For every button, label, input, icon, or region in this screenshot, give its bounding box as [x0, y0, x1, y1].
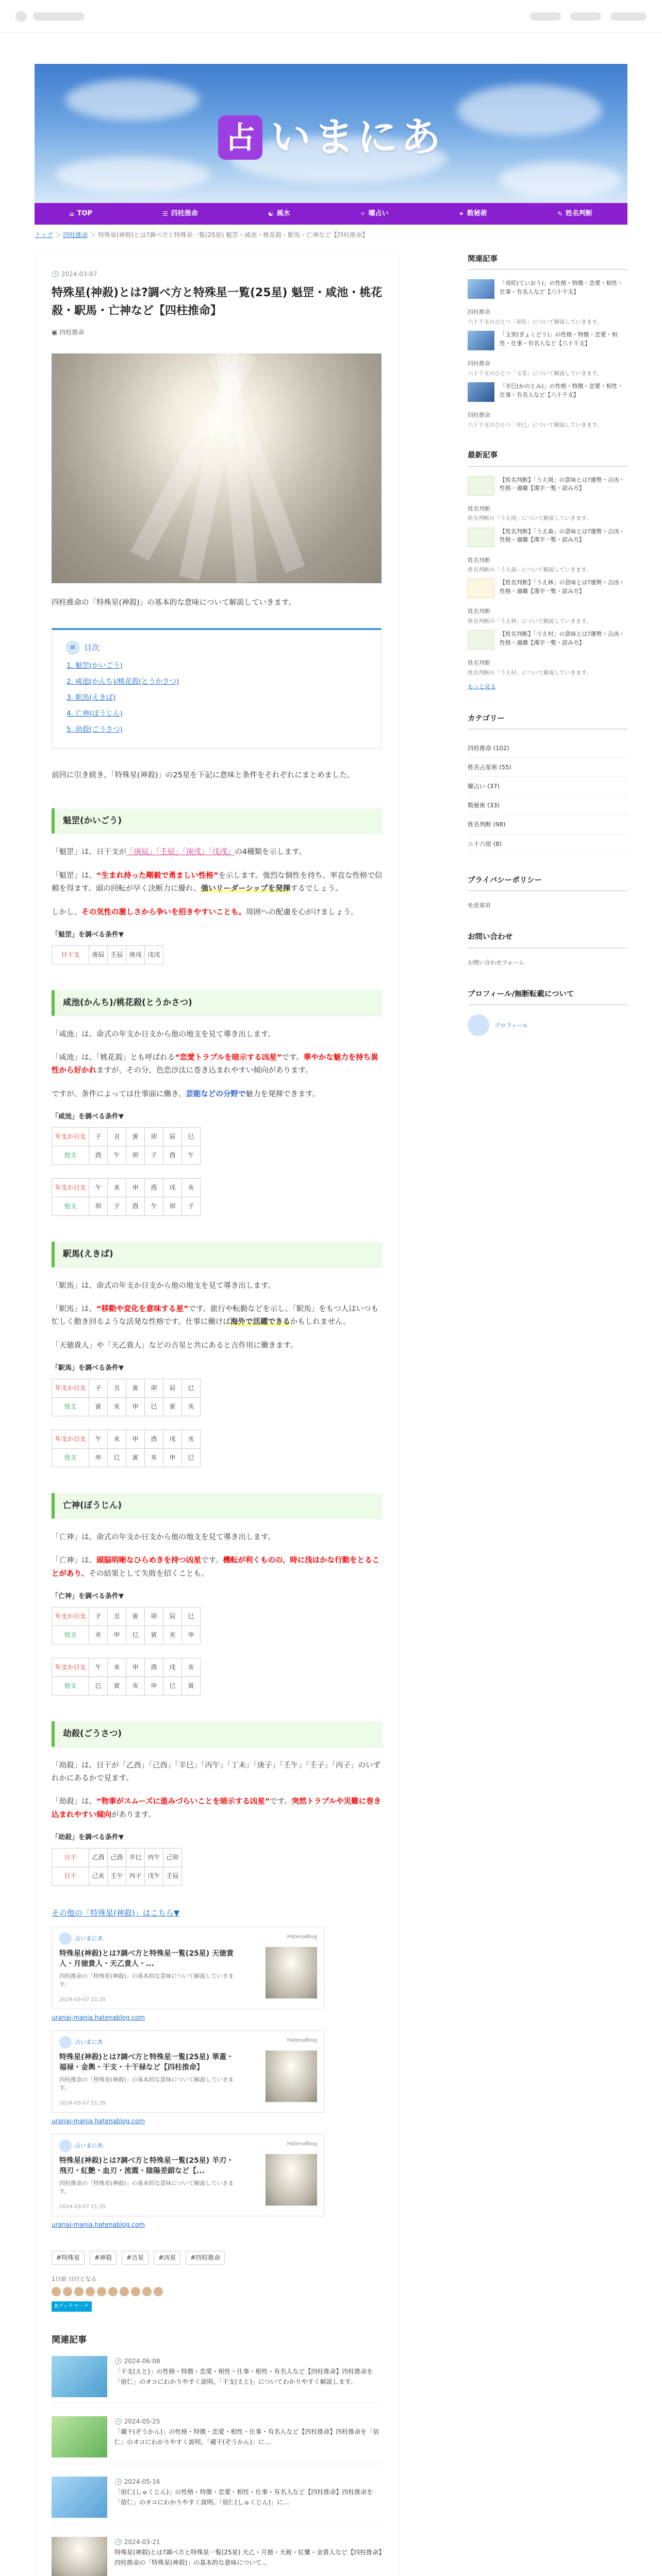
card-source-link[interactable]: uranai-mania.hatenablog.com: [52, 2014, 145, 2022]
sidebar-title: 関連記事: [468, 253, 627, 270]
home-icon: ⌂: [70, 210, 74, 217]
star-avatars: [52, 2287, 383, 2296]
sidebar-item-desc: 姓名判断の「うえ森」について解説していきます。: [468, 566, 592, 573]
card-title: 特殊星(神殺)とは?調べ方と特殊星一覧(25星) 華蓋・福禄・金輿・干支・十干禄など【四柱推命】: [59, 2053, 234, 2072]
nav-seimei[interactable]: [557, 208, 592, 220]
sidebar-item[interactable]: [468, 476, 627, 496]
nav-label: 姓名判断: [565, 209, 592, 217]
site-avatar-icon: [59, 2140, 72, 2152]
toc-link[interactable]: 3. 駅馬(えきば): [67, 693, 116, 702]
card-source-link[interactable]: uranai-mania.hatenablog.com: [52, 2221, 145, 2229]
nav-fusui[interactable]: [268, 208, 290, 220]
sidebar-item-category: 姓名判断: [468, 505, 490, 512]
sidebar-item-desc: 六十干支のひとつ「玉堂」について解説していきます。: [468, 370, 603, 377]
related-title: 「宿仁(しゅくじん)」の性格・特徴・恋愛・相性・仕事・有名人など【四柱推命】四柱推命を「宿仁」のオコにわかりやすく説明。「宿仁(しゅくじん)」に…: [114, 2488, 373, 2506]
section-heading: 劫殺(ごうさつ): [52, 1721, 383, 1747]
card-date: 2024-03-07 21:35: [59, 1997, 106, 2003]
breadcrumb-home[interactable]: トップ: [35, 231, 53, 239]
condition-table: 年支か日支 子 丑 寅 卯 辰 巳 他支 亥 申 巳 寅 亥 申: [52, 1607, 201, 1645]
sidebar-item-desc: 姓名判断の「うえ岡」について解説していきます。: [468, 515, 592, 521]
sidebar-thumbnail: [468, 382, 494, 402]
section-paragraph: 「魁罡」は、“生まれ持った剛毅で勇ましい性格”を示します。強烈な個性を持ち、率直な性格で信頼を得ます。頭の回転が早く決断力に優れ、強いリーダーシップを発揮するでしょう。: [52, 871, 383, 893]
nav-label: 四柱推命: [171, 209, 198, 217]
main-article: [35, 253, 400, 2576]
related-thumbnail: [52, 2477, 107, 2518]
toc-link[interactable]: 1. 魁罡(かいごう): [67, 662, 123, 670]
category-link[interactable]: 曜占い (37): [468, 777, 627, 796]
site-avatar-icon: [59, 1933, 72, 1945]
nav-youranai[interactable]: [360, 208, 389, 220]
breadcrumb-current: 特殊星(神殺)とは?調べ方と特殊星一覧(25星) 魁罡・咸池・桃花殺・駅馬・亡神など【四柱推命】: [98, 231, 369, 239]
tag[interactable]: #特殊星: [52, 2251, 85, 2265]
card-hatena-label: HatenaBlog: [287, 2038, 317, 2044]
sidebar-contact: [468, 931, 627, 968]
sidebar: [468, 253, 627, 2576]
breadcrumb-sep: ＞: [55, 231, 61, 239]
profile-link[interactable]: プロフィール: [468, 1014, 627, 1036]
section-heading: 亡神(ぼうじん): [52, 1493, 383, 1519]
sidebar-profile: [468, 988, 627, 1036]
top-link-placeholder-3[interactable]: [610, 12, 647, 21]
article-category[interactable]: ▣ 四柱推命: [52, 327, 84, 338]
nav-label: 数秘術: [467, 209, 487, 217]
table-of-contents: [52, 628, 382, 749]
breadcrumb-category[interactable]: 四柱推命: [63, 231, 88, 239]
top-bar-right: [530, 12, 647, 21]
nav-label: 曜占い: [368, 209, 389, 217]
profile-avatar-icon: [468, 1014, 489, 1036]
sidebar-related: [468, 253, 627, 429]
section-paragraph: 「咸池」は、命式の年支か日支から他の地支を見て導き出します。: [52, 1030, 275, 1039]
condition-heading: 「駅馬」を調べる条件▼: [52, 1364, 124, 1372]
site-avatar-icon: [59, 2036, 72, 2048]
condition-table: 日干 乙酉 己酉 辛巳 丙午 己卯 日干 己亥 壬午 丙子 戊午 壬辰: [52, 1848, 182, 1886]
blog-card[interactable]: [52, 1927, 325, 2009]
category-link[interactable]: 四柱推命 (102): [468, 739, 627, 758]
sidebar-item[interactable]: [468, 382, 627, 402]
sidebar-title: お問い合わせ: [468, 931, 627, 948]
sidebar-item[interactable]: [468, 279, 627, 299]
top-link-placeholder-1[interactable]: [530, 12, 561, 21]
related-heading: 関連記事: [52, 2334, 87, 2345]
nav-label: 風水: [276, 209, 290, 217]
sidebar-item-title: 【姓名判断】「うえ村」の意味とは?運勢・吉凶・性格・適職【漢字一覧・読み方】: [500, 631, 625, 646]
top-link-placeholder-2[interactable]: [570, 12, 601, 21]
sidebar-thumbnail: [468, 630, 494, 650]
condition-heading: 「亡神」を調べる条件▼: [52, 1592, 124, 1600]
sidebar-categories: [468, 713, 627, 854]
yin-yang-icon: ☯: [268, 210, 274, 217]
condition-heading: 「咸池」を調べる条件▼: [52, 1113, 124, 1121]
section-paragraph: 「駅馬」は、命式の年支か日支から他の地支を見て導き出します。: [52, 1281, 275, 1290]
card-source-link[interactable]: uranai-mania.hatenablog.com: [52, 2117, 145, 2125]
related-thumbnail: [52, 2356, 107, 2397]
sidebar-latest: [468, 449, 627, 691]
section-heading: 咸池(かんち)/桃花殺(とうかさつ): [52, 990, 383, 1016]
category-link[interactable]: 姓名判断 (98): [468, 815, 627, 834]
star-icon: ✦: [458, 210, 464, 217]
related-title: 「蔵干(ぞうかん)」の性格・特徴・恋愛・相性・仕事・有名人など【四柱推命】四柱推命を「宿仁」のオコにわかりやすく説明。「蔵干(ぞうかん)」に…: [114, 2428, 379, 2446]
nav-shichusuimei[interactable]: [162, 208, 198, 220]
blog-card[interactable]: [52, 2030, 325, 2113]
related-date: 🕒 2024-05-16: [114, 2478, 160, 2486]
sidebar-title: プロフィール/無断転載について: [468, 988, 627, 1005]
breadcrumb: [35, 230, 627, 241]
condition-table: 年支か日支 午 未 申 酉 戌 亥 他支 卯 子 酉 午 卯 子: [52, 1178, 201, 1216]
condition-heading: 「劫殺」を調べる条件▼: [52, 1834, 124, 1842]
card-brand: 占いまにあ: [59, 2036, 103, 2048]
sidebar-item-category: 姓名判断: [468, 556, 490, 564]
related-item[interactable]: [52, 2537, 383, 2576]
sidebar-item[interactable]: [468, 331, 627, 350]
tag[interactable]: #神殺: [90, 2251, 117, 2265]
logo-text: いまにあ: [270, 114, 444, 161]
card-hatena-label: HatenaBlog: [287, 2141, 317, 2147]
section-paragraph: ですが、条件によっては仕事面に働き、芸能などの分野で魅力を発揮できます。: [52, 1090, 320, 1098]
related-thumbnail: [52, 2416, 107, 2458]
sidebar-thumbnail: [468, 331, 494, 350]
section-paragraph: 「咸池」は、「桃花殺」とも呼ばれる“恋愛トラブルを暗示する凶星”です。華やかな魅力を持ち異性から好かれますが、その分、色恋沙汰に巻き込まれやすい傾向があります。: [52, 1053, 378, 1075]
tag[interactable]: #四柱推命: [186, 2251, 225, 2265]
content-wrap: [35, 253, 627, 2576]
sidebar-item-desc: 六十干支のひとつ「帝旺」について解説していきます。: [468, 318, 603, 325]
condition-heading: 「魁罡」を調べる条件▼: [52, 930, 124, 939]
condition-table: 年支か日支 子 丑 寅 卯 辰 巳 他支 寅 亥 申 巳 寅 亥: [52, 1379, 201, 1416]
blog-name-placeholder[interactable]: [33, 12, 85, 21]
sidebar-thumbnail: [468, 476, 494, 496]
toc-intro: 前回に引き続き、「特殊星(神殺)」の25星を下記に意味と条件をそれぞれにまとめました。: [52, 771, 355, 780]
nav-top[interactable]: [70, 208, 92, 220]
sidebar-item-category: 四柱推命: [468, 412, 490, 419]
pen-icon: ✎: [557, 210, 562, 217]
card-desc: 四柱推命の「特殊星(神殺)」の基本的な意味について解説していきます。: [59, 2076, 234, 2091]
toc-title: ≡ 目次: [65, 640, 368, 655]
related-title: 特殊星(神殺)とは?調べ方と特殊星一覧(25星) 天乙・月徳・天赦・紅鸞・金貴人など【四柱推命】四柱推命の「特殊星(神殺)」の基本的な意味について…: [114, 2549, 382, 2566]
section-paragraph: しかし、その気性の激しさから争いを招きやすいことも。周囲への配慮を心がけましょう。: [52, 908, 358, 917]
section-paragraph: 「魁罡」は、日干支が「庚辰」「壬辰」「庚戌」「戊戌」の4種類を示します。: [52, 848, 306, 857]
article-date: 🕒 2024-03-07: [52, 270, 97, 278]
sidebar-title: カテゴリー: [468, 713, 627, 730]
section-paragraph: 「亡神」は、命式の年支か日支から他の地支を見て導き出します。: [52, 1533, 275, 1541]
sidebar-item-title: 【姓名判断】「うえ森」の意味とは?運勢・吉凶・性格・適職【漢字一覧・読み方】: [500, 528, 625, 543]
condition-table: 年支か日支 午 未 申 酉 戌 亥 他支 巳 寅 亥 申 巳 寅: [52, 1658, 201, 1696]
sidebar-item-title: 「帝旺(ていおう)」の性格・特徴・恋愛・相性・仕事・有名人など【六十干支】: [500, 280, 623, 295]
sidebar-item-category: 姓名判断: [468, 659, 490, 667]
card-date: 2024-03-07 21:35: [59, 2100, 106, 2107]
list-icon: ☰: [162, 210, 168, 217]
list-icon: ≡: [65, 640, 80, 655]
sidebar-item-title: 【姓名判断】「うえ林」の意味とは?運勢・吉凶・性格・適職【漢字一覧・読み方】: [500, 579, 625, 595]
article-title: 特殊星(神殺)とは?調べ方と特殊星一覧(25星) 魁罡・咸池・桃花殺・駅馬・亡神など【四柱推命】: [52, 286, 383, 318]
toc-link[interactable]: 5. 劫殺(ごうさつ): [67, 725, 123, 734]
privacy-link[interactable]: 免責事項: [468, 902, 490, 909]
sidebar-item[interactable]: [468, 579, 627, 598]
top-bar: [0, 0, 662, 33]
related-date: 🕒 2024-05-25: [114, 2418, 160, 2426]
section-paragraph: 「天徳貴人」や「天乙貴人」などの吉星と共にあると吉作用に働きます。: [52, 1341, 298, 1350]
sidebar-item-desc: 姓名判断の「うえ林」について解説していきます。: [468, 618, 592, 624]
site-logo[interactable]: [218, 103, 444, 173]
card-date: 2024-03-07 21:35: [59, 2204, 106, 2210]
sidebar-item-desc: 姓名判断の「うえ村」について解説していきます。: [468, 669, 592, 676]
sidebar-thumbnail: [468, 528, 494, 547]
logo-mark: 占: [218, 115, 262, 160]
sidebar-item[interactable]: [468, 528, 627, 547]
top-bar-left: [15, 11, 85, 22]
sidebar-item-title: 「玉堂(ぎょくどう)」の性格・特徴・恋愛・相性・仕事・有名人など【六十干支】: [500, 331, 618, 347]
section-paragraph: 「劫殺」は、“物事がスムーズに進みづらいことを暗示する凶星”です。突然トラブルや災難に巻き込まれやすい傾向があります。: [52, 1798, 382, 1819]
site-header[interactable]: [35, 64, 627, 203]
sidebar-privacy: [468, 874, 627, 911]
sidebar-item-title: 「辛巳(かのとみ)」の性格・特徴・恋愛・相性・仕事・有名人など【六十干支】: [500, 383, 623, 398]
sidebar-thumbnail: [468, 279, 494, 299]
tag[interactable]: #凶星: [154, 2251, 180, 2265]
related-item[interactable]: [52, 2356, 383, 2404]
related-title: 「干支(えと)」の性格・特徴・恋愛・相性・仕事・相性・有名人など【四柱推命】四柱推命を「宿仁」のオコにわかりやすく説明。「干支(えと)」についてわかりやすく解説します。: [114, 2368, 373, 2385]
toc-link[interactable]: 2. 咸池(かんち)/桃花殺(とうかさつ): [67, 677, 179, 686]
more-articles-link[interactable]: その他の「特殊星(神殺)」はこちら▼: [52, 1908, 180, 1918]
related-thumbnail: [52, 2537, 107, 2576]
sidebar-item-category: 四柱推命: [468, 309, 490, 316]
category-link[interactable]: 姓名占星術 (55): [468, 758, 627, 777]
eyecatch-image: [52, 353, 382, 583]
related-item[interactable]: [52, 2477, 383, 2524]
card-title: 特殊星(神殺)とは?調べ方と特殊星一覧(25星) 天徳貴人・月徳貴人・天乙貴人・...: [59, 1950, 234, 1968]
related-item[interactable]: [52, 2416, 383, 2464]
sidebar-title: 最新記事: [468, 449, 627, 466]
intro-text: 四柱推命の「特殊星(神殺)」の基本的な意味について解説していきます。: [52, 598, 296, 607]
sidebar-item[interactable]: [468, 630, 627, 650]
condition-table: 日干支 庚辰 壬辰 庚戌 戊戌: [52, 945, 163, 964]
category-link[interactable]: ニ十六宿 (8): [468, 835, 627, 854]
sidebar-thumbnail: [468, 579, 494, 598]
card-brand: 占いまにあ: [59, 1933, 103, 1945]
sidebar-item-category: 姓名判断: [468, 608, 490, 615]
global-nav: [35, 203, 627, 225]
more-link[interactable]: もっと見る: [468, 683, 496, 690]
sidebar-item-desc: 六十干支のひとつ「辛巳」について解説していきます。: [468, 421, 603, 428]
sidebar-item-category: 四柱推命: [468, 360, 490, 367]
nav-suhijutsu[interactable]: [459, 208, 487, 220]
hatena-bookmark-button[interactable]: Bブックマーク: [52, 2301, 92, 2312]
card-desc: 四柱推命の「特殊星(神殺)」の基本的な意味について解説していきます。: [59, 1973, 234, 1988]
section-paragraph: 「劫殺」は、日干が「乙酉」「己酉」「辛巳」「丙午」「丁未」「庚子」「壬午」「壬子」「丙子」のいずれかにあるかで見ます。: [52, 1761, 380, 1783]
card-desc: 四柱推命の「特殊星(神殺)」の基本的な意味について解説していきます。: [59, 2180, 234, 2195]
nav-label: TOP: [77, 209, 93, 217]
sidebar-item-title: 【姓名判断】「うえ岡」の意味とは?運勢・吉凶・性格・適職【漢字一覧・読み方】: [500, 476, 625, 492]
card-thumbnail: [266, 1947, 317, 1998]
condition-table: 年支か日支 午 未 申 酉 戌 亥 他支 申 巳 寅 亥 申 巳: [52, 1430, 201, 1467]
breadcrumb-sep: ＞: [90, 231, 96, 239]
section-heading: 駅馬(えきば): [52, 1242, 383, 1267]
tag[interactable]: #吉星: [122, 2251, 148, 2265]
card-hatena-label: HatenaBlog: [287, 1934, 317, 1940]
tag-list: [52, 2251, 383, 2265]
card-title: 特殊星(神殺)とは?調べ方と特殊星一覧(25星) 羊刃・飛刃・紅艶・血刃・流霞・陰陽差錯など【...: [59, 2157, 234, 2175]
blog-card[interactable]: [52, 2134, 325, 2216]
section-paragraph: 「駅馬」は、“移動や変化を意味する星”です。旅行や転勤などを示し、「駅馬」をもつ人はいつも忙しく動き回るような活発な性格です。仕事に働けば海外で活躍できるかもしれません。: [52, 1305, 379, 1327]
card-thumbnail: [266, 2050, 317, 2102]
likes-text: 1日前 日付となる: [52, 2276, 97, 2283]
category-link[interactable]: 数秘術 (33): [468, 796, 627, 815]
card-brand: 占いまにあ: [59, 2140, 103, 2152]
account-icon[interactable]: [15, 11, 27, 22]
card-thumbnail: [266, 2154, 317, 2206]
contact-link[interactable]: お問い合わせフォーム: [468, 959, 524, 966]
related-date: 🕒 2024-03-21: [114, 2538, 160, 2546]
related-date: 🕒 2024-06-08: [114, 2358, 160, 2365]
toc-link[interactable]: 4. 亡神(ぼうじん): [67, 709, 123, 718]
section-heading: 魁罡(かいごう): [52, 808, 383, 834]
sidebar-title: プライバシーポリシー: [468, 874, 627, 891]
section-paragraph: 「亡神」は、頭脳明晰なひらめきを持つ凶星です。機転が利くものの、時に浅はかな行動をとることがあり、その結果として失敗を招くことも。: [52, 1556, 380, 1578]
condition-table: 年支か日支 子 丑 寅 卯 辰 巳 他支 酉 午 卯 子 酉 午: [52, 1127, 201, 1165]
sparkle-icon: ✧: [360, 210, 366, 217]
folder-icon: ▣: [52, 329, 58, 336]
